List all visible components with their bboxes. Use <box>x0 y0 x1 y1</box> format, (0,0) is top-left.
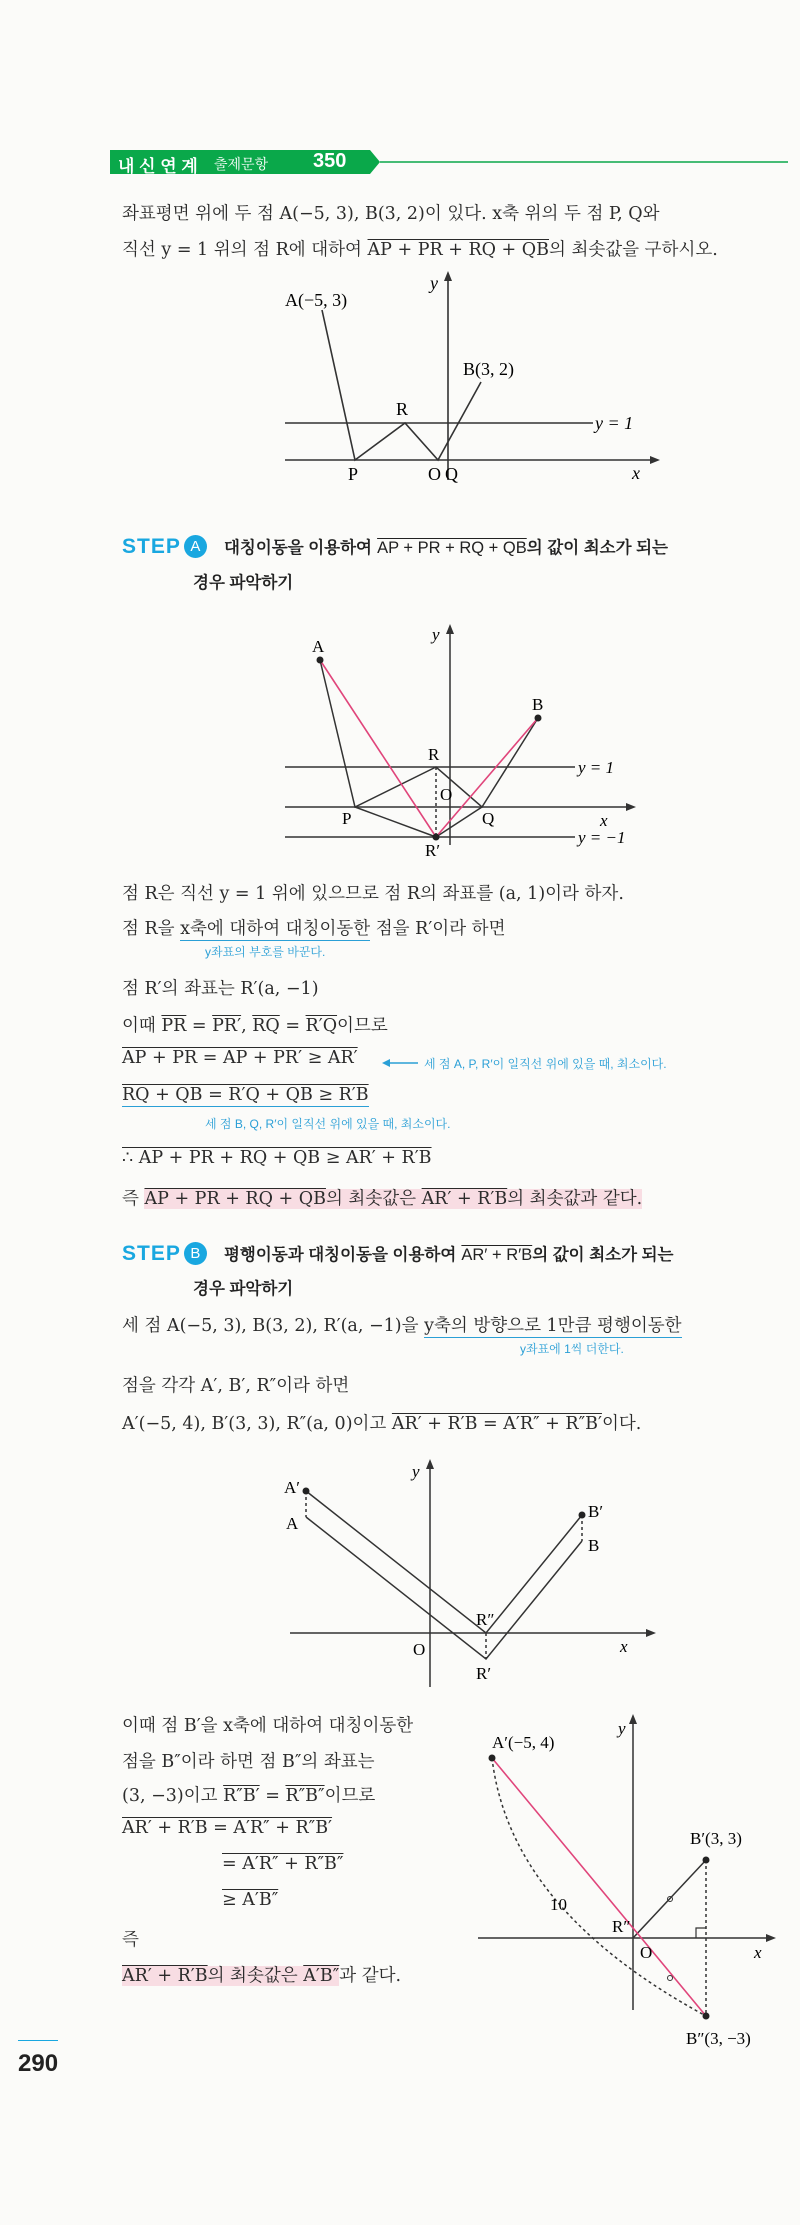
step-b-head-line2: 경우 파악하기 <box>193 1280 294 1298</box>
fig4-label-ten: 10 <box>550 1895 567 1914</box>
sol-c-line-2: 점을 B″이라 하면 점 B″의 좌표는 <box>122 1752 375 1772</box>
sol-b-line-3-post: 이다. <box>601 1414 642 1434</box>
fig2-label-Q: Q <box>482 809 495 828</box>
fig3-label-A: A <box>286 1514 299 1533</box>
figure-4 <box>470 1710 780 2070</box>
fig2-label-y1: y = 1 <box>578 758 615 777</box>
sol-a-line-6-wrap <box>122 1085 369 1105</box>
sol-a-line-4-b: PR′ <box>212 1016 242 1036</box>
fig4-label-B3: B″(3, −3) <box>686 2029 751 2048</box>
fig1-label-A: A(−5, 3) <box>285 290 348 310</box>
fig2-pink-AR <box>320 660 436 837</box>
header-badge-sub: 출제문항 <box>214 156 269 172</box>
figure-1 <box>260 265 680 485</box>
sol-c-line-1: 이때 점 B′을 x축에 대하여 대칭이동한 <box>122 1716 414 1736</box>
sol-a-line-8-pre: 즉 <box>122 1189 139 1209</box>
fig2-label-O: O <box>440 785 453 804</box>
fig4-label-O: O <box>640 1943 653 1962</box>
figure-3 <box>270 1455 670 1695</box>
fig3-label-O: O <box>413 1640 426 1659</box>
fig3-path-prime <box>306 1491 582 1633</box>
sol-c-line-8-mid: 의 최솟값은 <box>207 1966 298 1986</box>
step-a-head-pre: 대칭이동을 이용하여 <box>223 539 372 557</box>
sol-a-line-4-pre: 이때 <box>122 1016 156 1036</box>
sol-a-note-1: y좌표의 부호를 바꾼다. <box>205 945 326 959</box>
sol-a-line-3: 점 R′의 좌표는 R′(a, −1) <box>122 979 319 999</box>
sol-b-line-2: 점을 각각 A′, B′, R″이라 하면 <box>122 1376 350 1396</box>
step-b-heading <box>122 1242 673 1268</box>
header-badge-number: 350 <box>313 150 347 172</box>
step-a-head-sum: AP + PR + RQ + QB <box>377 539 527 557</box>
sol-a-note-2: 세 점 A, P, R′이 일직선 위에 있을 때, 최소이다. <box>424 1057 667 1071</box>
sol-b-line-1-underlined: y축의 방향으로 1만큼 평행이동한 <box>424 1316 682 1336</box>
sol-a-line-4-post: 이므로 <box>337 1016 388 1036</box>
sol-a-line-2-post: 점을 R′이라 하면 <box>375 919 506 939</box>
sol-a-note-3: 세 점 B, Q, R′이 일직선 위에 있을 때, 최소이다. <box>205 1117 451 1131</box>
sol-b-line-3-pre: A′(−5, 4), B′(3, 3), R″(a, 0)이고 <box>122 1414 387 1434</box>
page-number-rule <box>18 2040 58 2041</box>
sol-c-line-3-b: R″B″ <box>285 1786 325 1806</box>
fig1-label-O: O <box>428 464 441 484</box>
sol-a-line-7: ∴ AP + PR + RQ + QB ≥ AR′ + R′B <box>122 1148 432 1168</box>
sol-a-note-2-arrow-icon <box>382 1058 418 1068</box>
fig2-label-A: A <box>312 637 325 656</box>
sol-c-line-3: (3, −3)이고 R″B′ = R″B″이므로 <box>122 1786 376 1806</box>
sol-a-line-4-d: R′Q <box>305 1016 338 1036</box>
sol-c-line-8-post: 과 같다. <box>339 1966 402 1986</box>
fig3-label-B: B <box>588 1536 600 1555</box>
step-a-head-line2: 경우 파악하기 <box>193 574 294 592</box>
sol-c-line-7: 즉 <box>122 1930 139 1950</box>
sol-c-line-5: = A′R″ + R″B″ <box>222 1854 344 1874</box>
sol-b-line-1-pre: 세 점 A(−5, 3), B(3, 2), R′(a, −1)을 <box>122 1316 419 1336</box>
fig3-path-orig <box>306 1517 582 1659</box>
fig4-label-y: y <box>618 1719 626 1738</box>
fig4-label-x: x <box>754 1943 762 1962</box>
fig4-pink-AB <box>492 1758 706 2016</box>
sol-a-line-8-hl-b: AR′ + R′B <box>421 1189 508 1209</box>
sol-c-line-8-hl: AR′ + R′B <box>122 1966 208 1986</box>
sol-a-line-4-c: $\overline{RQ}$ <box>252 1016 280 1036</box>
fig2-label-ym1: y = −1 <box>578 828 626 847</box>
sol-c-line-3-post: 이므로 <box>324 1786 376 1806</box>
step-a-head-post: 의 값이 최소가 되는 <box>526 539 668 557</box>
problem-line-2-sum: AP + PR + RQ + QB <box>367 240 549 260</box>
step-b-head-sum: AR′ + R′B <box>461 1246 533 1264</box>
step-a-letter: A <box>184 535 207 558</box>
sol-a-line-5: AP + PR = AP + PR′ ≥ AR′ <box>122 1048 358 1068</box>
sol-a-line-8-hl-a: AP + PR + RQ + QB <box>144 1189 326 1209</box>
fig4-label-R3: R″ <box>612 1917 631 1936</box>
fig2-label-B: B <box>532 695 544 714</box>
fig1-label-x: x <box>632 463 640 483</box>
fig3-label-x: x <box>620 1637 628 1656</box>
fig3-label-R2: R′ <box>476 1664 492 1683</box>
fig3-label-y: y <box>412 1462 420 1481</box>
step-b-tag: STEP <box>122 1242 181 1265</box>
step-a-heading <box>122 535 668 561</box>
fig2-path <box>320 660 538 807</box>
fig1-label-y: y <box>430 273 438 293</box>
step-b-head-post: 의 값이 최소가 되는 <box>532 1246 674 1264</box>
page-number: 290 <box>18 2050 59 2077</box>
fig1-label-R: R <box>396 399 409 419</box>
sol-b-line-3-eq: AR′ + R′B = A′R″ + R″B′ <box>391 1414 602 1434</box>
step-b-head-pre: 평행이동과 대칭이동을 이용하여 <box>223 1246 457 1264</box>
fig1-label-B: B(3, 2) <box>463 359 514 379</box>
sol-c-line-4: AR′ + R′B = A′R″ + R″B′ <box>122 1818 333 1838</box>
sol-b-line-3 <box>122 1410 641 1435</box>
problem-header <box>108 148 788 178</box>
sol-a-line-8 <box>122 1185 642 1210</box>
sol-b-line-1 <box>122 1312 682 1337</box>
fig2-label-x: x <box>600 811 608 830</box>
step-a-tag: STEP <box>122 535 181 558</box>
fig1-label-Q: Q <box>445 464 458 484</box>
sol-a-line-2 <box>122 915 505 940</box>
sol-c-line-8-hl2: A′B″ <box>303 1966 340 1986</box>
sol-a-line-4: 이때 $\overline{PR} = PR'$, $\overline{RQ} = R'Q$이므로 <box>122 1016 388 1036</box>
fig3-label-A2: A′ <box>284 1478 300 1497</box>
sol-c-line-3-a: R″B′ <box>223 1786 260 1806</box>
problem-line-2-post: 의 최솟값을 구하시오. <box>549 240 718 260</box>
fig2-label-y: y <box>432 625 440 644</box>
header-badge-label: 내 신 연 계 <box>118 157 198 176</box>
sol-a-line-2-pre: 점 R을 <box>122 919 175 939</box>
sol-c-line-8 <box>122 1962 401 1987</box>
fig2-label-P: P <box>342 809 352 828</box>
fig2-label-R: R <box>428 745 440 764</box>
fig4-seg-RB2 <box>633 1860 706 1938</box>
sol-c-line-3-pre: (3, −3)이고 <box>122 1786 218 1806</box>
fig1-label-y1: y = 1 <box>595 413 634 433</box>
problem-line-1: 좌표평면 위에 두 점 A(−5, 3), B(3, 2)이 있다. x축 위의 두 점 P, Q와 <box>122 204 660 224</box>
figure-2 <box>270 620 690 860</box>
sol-a-line-8-mid: 의 최솟값은 <box>325 1189 417 1209</box>
sol-a-line-8-post: 의 최솟값과 같다. <box>507 1189 643 1209</box>
step-b-letter: B <box>184 1242 207 1265</box>
fig3-label-B2: B′ <box>588 1502 604 1521</box>
fig1-path <box>322 310 481 460</box>
fig4-label-A2: A′(−5, 4) <box>492 1733 555 1752</box>
sol-a-line-2-underlined: x축에 대하여 대칭이동한 <box>180 919 371 939</box>
fig1-label-P: P <box>348 464 359 484</box>
sol-c-line-6: ≥ A′B″ <box>222 1890 279 1910</box>
problem-line-2-pre: 직선 y = 1 위의 점 R에 대하여 <box>122 240 362 260</box>
problem-line-2 <box>122 236 718 261</box>
fig2-label-R2: R′ <box>425 841 441 860</box>
header-badge-shape <box>108 148 788 178</box>
fig3-label-R3: R″ <box>476 1610 495 1629</box>
sol-a-line-4-a: $\overline{PR}$ <box>161 1016 187 1036</box>
sol-b-note-1: y좌표에 1씩 더한다. <box>520 1342 624 1356</box>
sol-a-line-1: 점 R은 직선 y = 1 위에 있으므로 점 R의 좌표를 (a, 1)이라 하자. <box>122 884 624 904</box>
fig4-label-B2: B′(3, 3) <box>690 1829 742 1848</box>
sol-a-line-6: RQ + QB = R′Q + QB ≥ R′B <box>122 1085 369 1105</box>
